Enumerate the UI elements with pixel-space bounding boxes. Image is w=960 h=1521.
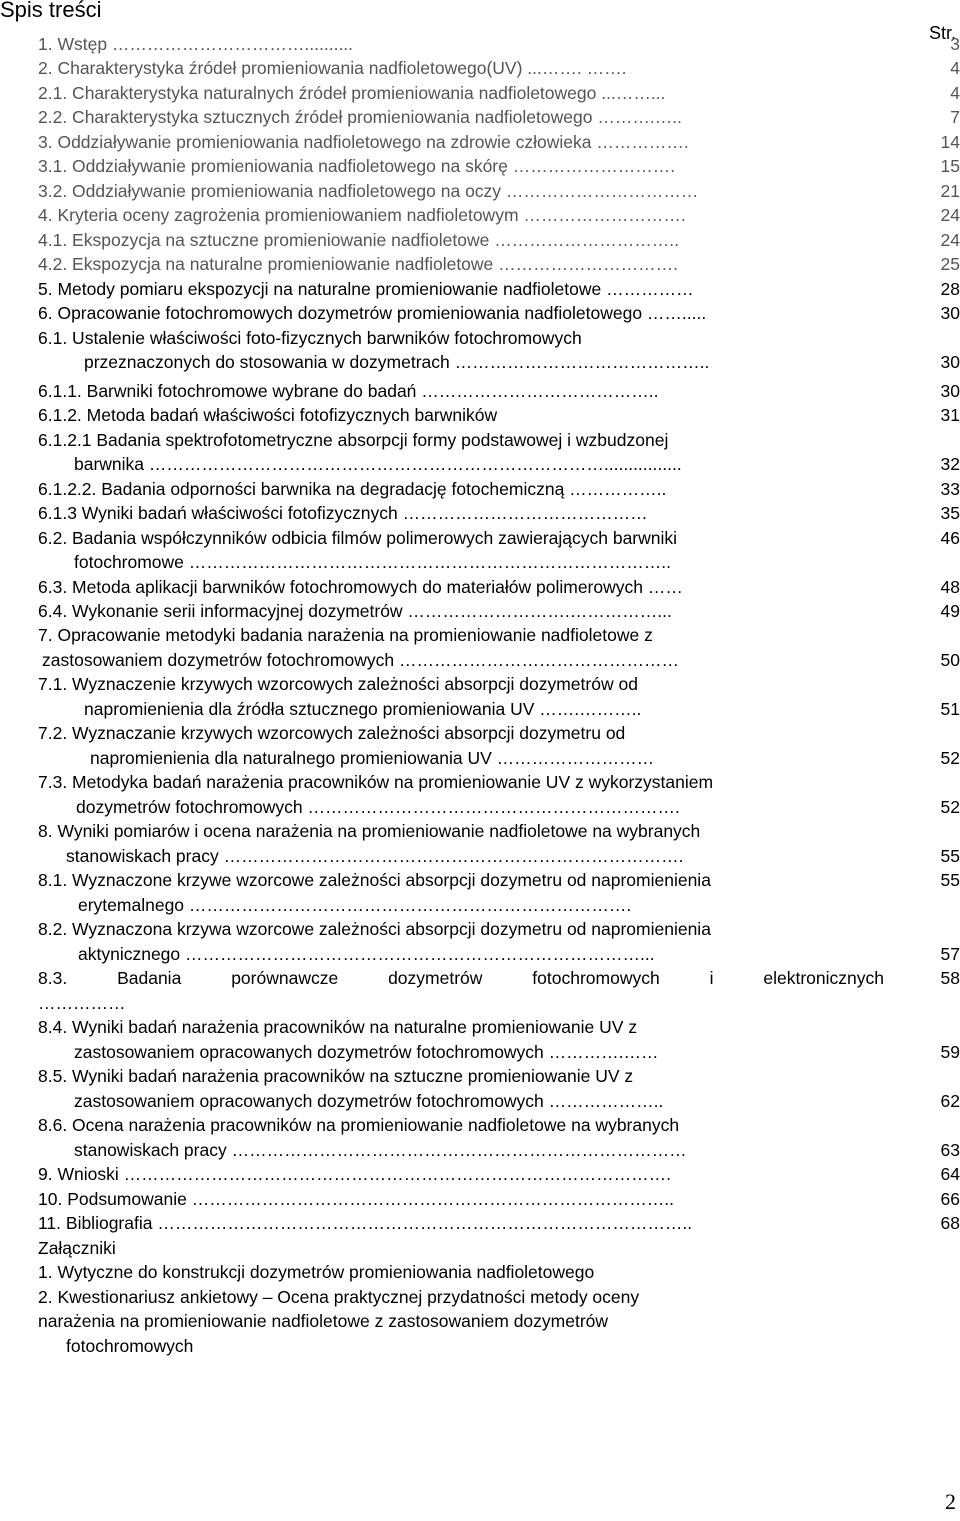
toc-entry-text: 8.3. Badania porównawcze dozymetrów fotochromowych i elektronicznych (38, 968, 884, 988)
toc-entry-page: 4 (950, 58, 960, 78)
toc-entry-text: 5. Metody pomiaru ekspozycji na naturalne promieniowanie nadfioletowe …………… (38, 279, 694, 299)
toc-entry-page: 28 (940, 279, 960, 299)
toc-entry-page: 30 (940, 303, 960, 323)
toc-entry-text: 2.1. Charakterystyka naturalnych źródeł promieniowania nadfioletowego ...……... (38, 83, 666, 103)
toc-entry-text: 7.3. Metodyka badań narażenia pracowników na promieniowanie UV z wykorzystaniem (38, 772, 714, 792)
toc-entry-page: 24 (940, 205, 960, 225)
toc-entry-text: 6. Opracowanie fotochromowych dozymetrów promieniowania nadfioletowego ……..... (38, 303, 707, 323)
toc-entry-text: 1. Wstęp …………………………….......... (38, 34, 354, 54)
toc-entry-page: 68 (940, 1213, 960, 1233)
toc-entry-text: 11. Bibliografia ……………………………………………………………………………….. (38, 1213, 693, 1233)
toc-entry-text: 6.3. Metoda aplikacji barwników fotochromowych do materiałów polimerowych …… (38, 577, 683, 597)
toc-entry-text: 8.6. Ocena narażenia pracowników na promieniowanie nadfioletowe na wybranych (38, 1115, 680, 1135)
toc-entry-text: 6.1. Ustalenie właściwości foto-fizycznych barwników fotochromowych (38, 328, 582, 348)
toc-entry-text: stanowiskach pracy ……………………………………………………………………. (66, 846, 684, 866)
toc-entry-page: 21 (940, 181, 960, 201)
page-column-header: Str. (928, 23, 956, 43)
toc-entry-page: 35 (940, 503, 960, 523)
toc-entry-text: erytemalnego …………………………………………………………………. (78, 895, 632, 915)
toc-entry-text: 6.1.2.1 Badania spektrofotometryczne absorpcji formy podstawowej i wzbudzonej (38, 430, 669, 450)
toc-entry-text: 3. Oddziaływanie promieniowania nadfioletowego na zdrowie człowieka ……………. (38, 132, 689, 152)
toc-entry-page: 7 (950, 107, 960, 127)
toc-entry-page: 52 (940, 797, 960, 817)
toc-entry-page: 57 (940, 944, 960, 964)
toc-entry-page: 63 (940, 1140, 960, 1160)
toc-entry-text: Załączniki (38, 1238, 116, 1258)
toc-entry-page: 48 (940, 577, 960, 597)
toc-entry-text: zastosowaniem opracowanych dozymetrów fotochromowych ……………….. (74, 1091, 664, 1111)
toc-entry-text: 6.1.3 Wyniki badań właściwości fotofizycznych …………………………………… (38, 503, 648, 523)
toc-entry-text: barwnika ……………………………………………………………………................ (74, 454, 682, 474)
page-number: 2 (945, 1489, 956, 1514)
toc-entry-page: 55 (940, 846, 960, 866)
toc-entry-page: 46 (940, 528, 960, 548)
toc-entry-text: 6.4. Wykonanie serii informacyjnej dozymetrów ……………………….……………... (38, 601, 672, 621)
toc-entry-text: 8. Wyniki pomiarów i ocena narażenia na promieniowanie nadfioletowe na wybranych (38, 821, 701, 841)
toc-entry-text: przeznaczonych do stosowania w dozymetrach …………………………………….. (84, 352, 710, 372)
toc-entry-text: 2.2. Charakterystyka sztucznych źródeł promieniowania nadfioletowego ……….….. (38, 107, 682, 127)
toc-entry-page: 59 (940, 1042, 960, 1062)
toc-entry-text: 10. Podsumowanie ……………………………………………………………………….. (38, 1189, 674, 1209)
toc-entry-text: 8.2. Wyznaczona krzywa wzorcowe zależności absorpcji dozymetru od napromienienia (38, 919, 711, 939)
toc-entry-page: 58 (940, 968, 960, 988)
toc-entry-page: 14 (940, 132, 960, 152)
toc-entry-text: 3.1. Oddziaływanie promieniowania nadfioletowego na skórę ………………………. (38, 156, 676, 176)
toc-entry-page: 31 (940, 405, 960, 425)
toc-entry-page: 51 (940, 699, 960, 719)
toc-entry-page: 62 (940, 1091, 960, 1111)
toc-entry-text: 4.1. Ekspozycja na sztuczne promieniowanie nadfioletowe ………………………….. (38, 230, 679, 250)
toc-entry-text: 4.2. Ekspozycja na naturalne promieniowanie nadfioletowe …………………………. (38, 254, 679, 274)
toc-entry-text: dozymetrów fotochromowych ………………………………………………………. (76, 797, 680, 817)
toc-entry-text: 9. Wnioski …………………………………………………………………………………. (38, 1164, 671, 1184)
toc-entry-text: stanowiskach pracy …………………………………………………………………… (74, 1140, 687, 1160)
toc-entry-text: 4. Kryteria oceny zagrożenia promieniowaniem nadfioletowym ………………………. (38, 205, 686, 225)
toc-entry-page: 30 (940, 352, 960, 372)
toc-entry-text: napromienienia dla naturalnego promieniowania UV ……………………… (90, 748, 655, 768)
toc-entry-page: 64 (940, 1164, 960, 1184)
toc-entry-text: 7. Opracowanie metodyki badania narażenia na promieniowanie nadfioletowe z (38, 625, 653, 645)
toc-entry-text: zastosowaniem opracowanych dozymetrów fotochromowych ………….…… (74, 1042, 659, 1062)
toc-entry-page: 4 (950, 83, 960, 103)
toc-entry-text: 7.2. Wyznaczanie krzywych wzorcowych zależności absorpcji dozymetru od (38, 723, 626, 743)
toc-entry-page: 49 (940, 601, 960, 621)
toc-entry-text: 6.1.2. Metoda badań właściwości fotofizycznych barwników (38, 405, 498, 425)
toc-entry-page: 55 (940, 870, 960, 890)
toc-entry-text: zastosowaniem dozymetrów fotochromowych ………………………………………… (42, 650, 679, 670)
toc-entry-page: 24 (940, 230, 960, 250)
toc-entry-text: 1. Wytyczne do konstrukcji dozymetrów promieniowania nadfioletowego (38, 1262, 595, 1282)
toc-entry-page: 25 (940, 254, 960, 274)
toc-entry-text: 3.2. Oddziaływanie promieniowania nadfioletowego na oczy …………………………… (38, 181, 699, 201)
toc-entry-text: narażenia na promieniowanie nadfioletowe z zastosowaniem dozymetrów (38, 1311, 609, 1331)
toc-entry-text: aktynicznego ……………………………………………………………………... (78, 944, 655, 964)
toc-entry-text: 2. Kwestionariusz ankietowy – Ocena praktycznej przydatności metody oceny (38, 1287, 640, 1307)
toc-entry-page: 33 (940, 479, 960, 499)
toc-entry-text: 6.2. Badania współczynników odbicia filmów polimerowych zawierających barwniki (38, 528, 678, 548)
page-title: Spis treści (0, 0, 102, 22)
toc-entry-text: 7.1. Wyznaczenie krzywych wzorcowych zależności absorpcji dozymetrów od (38, 674, 638, 694)
toc-entry-text: fotochromowych (66, 1336, 194, 1356)
toc-entry-text: …………… (38, 993, 126, 1013)
toc-entry-page: 52 (940, 748, 960, 768)
toc-entry-page: 50 (940, 650, 960, 670)
toc-entry-text: 6.1.1. Barwniki fotochromowe wybrane do badań ………………………………….. (38, 381, 659, 401)
toc-entry-text: 8.4. Wyniki badań narażenia pracowników na naturalne promieniowanie UV z (38, 1017, 638, 1037)
toc-entry-text: 8.1. Wyznaczone krzywe wzorcowe zależności absorpcji dozymetru od napromienienia (38, 870, 711, 890)
toc-entry-page: 15 (940, 156, 960, 176)
toc-entry-text: 2. Charakterystyka źródeł promieniowania nadfioletowego(UV) ...……. ……. (38, 58, 627, 78)
toc-entry-text: fotochromowe ……………………………………………………………………….. (74, 552, 671, 572)
toc-entry-page: 30 (940, 381, 960, 401)
toc-entry-page: 3 (950, 34, 960, 54)
toc-entry-text: 8.5. Wyniki badań narażenia pracowników na sztuczne promieniowanie UV z (38, 1066, 634, 1086)
toc-entry-page: 32 (940, 454, 960, 474)
toc-entry-text: 6.1.2.2. Badania odporności barwnika na degradację fotochemiczną …………….. (38, 479, 667, 499)
toc-entry-page: 66 (940, 1189, 960, 1209)
toc-entry-text: napromienienia dla źródła sztucznego promieniowania UV …….……….. (84, 699, 642, 719)
